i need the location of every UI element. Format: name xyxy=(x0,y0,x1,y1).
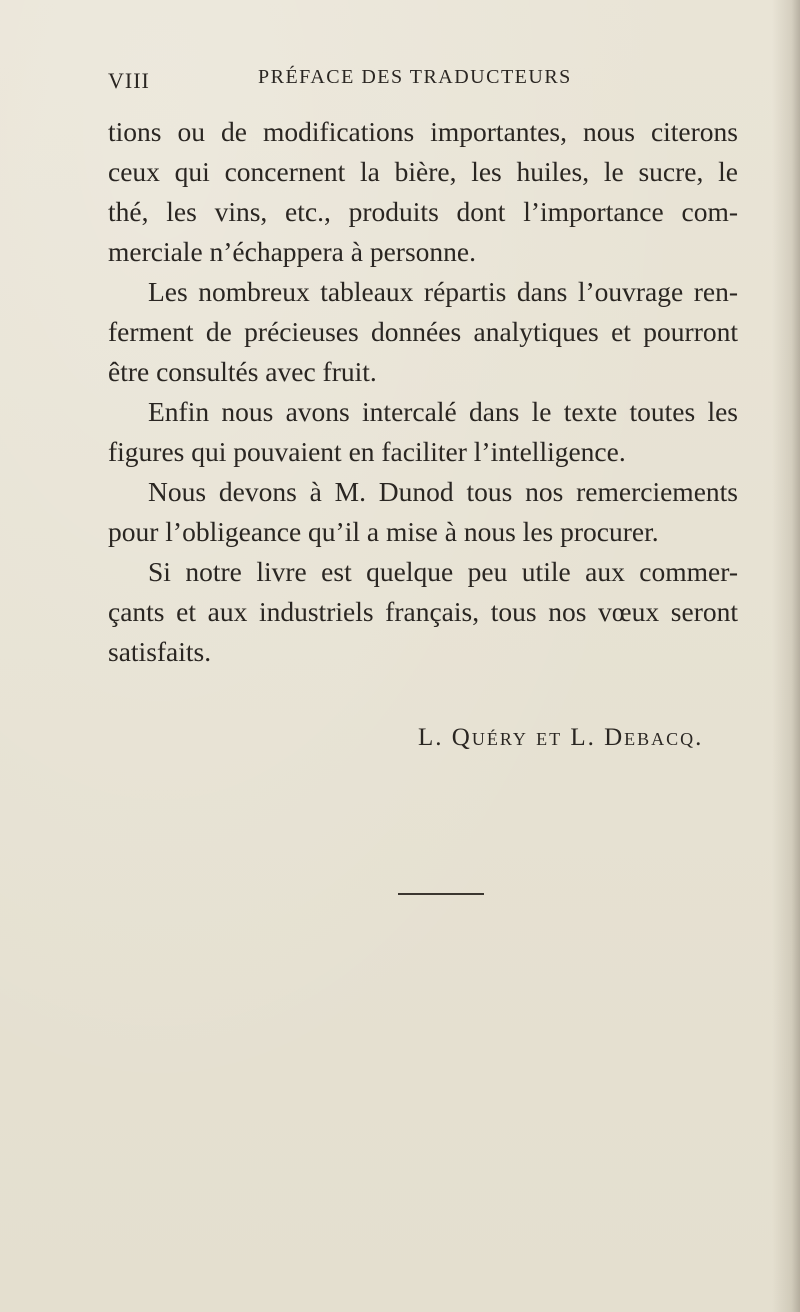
paragraph-start-line: Enfin nous avons intercalé dans le texte toutes les xyxy=(148,396,738,427)
text-line: pour l’obligeance qu’il a mise à nous les procurer. xyxy=(108,516,659,547)
text-line: merciale n’échappera à personne. xyxy=(108,236,476,267)
text-line: satisfaits. xyxy=(108,636,212,667)
paragraph-start-line: Les nombreux tableaux répartis dans l’ouvrage ren- xyxy=(148,276,738,307)
paragraph-start-line: Si notre livre est quelque peu utile aux commer- xyxy=(148,556,738,587)
signature: L. Quéry et L. Debacq. xyxy=(418,724,704,751)
text-line: être consultés avec fruit. xyxy=(108,356,377,387)
text-line: çants et aux industriels français, tous nos vœux seront xyxy=(108,596,738,627)
text-line: figures qui pouvaient en faciliter l’intelligence. xyxy=(108,436,626,467)
text-line: ceux qui concernent la bière, les huiles, le sucre, le xyxy=(108,156,738,187)
end-rule-divider xyxy=(398,893,484,895)
running-title: PRÉFACE DES TRADUCTEURS xyxy=(258,66,572,88)
running-head xyxy=(108,60,748,93)
page-number: VIII xyxy=(108,68,150,93)
text-line: tions ou de modifications importantes, nous citerons xyxy=(108,116,738,147)
page-edge-shadow xyxy=(772,0,800,1312)
body-text xyxy=(108,112,738,672)
text-line: ferment de précieuses données analytiques et pourront xyxy=(108,316,738,347)
text-line: thé, les vins, etc., produits dont l’importance com- xyxy=(108,196,738,227)
paragraph-start-line: Nous devons à M. Dunod tous nos remerciements xyxy=(148,476,738,507)
